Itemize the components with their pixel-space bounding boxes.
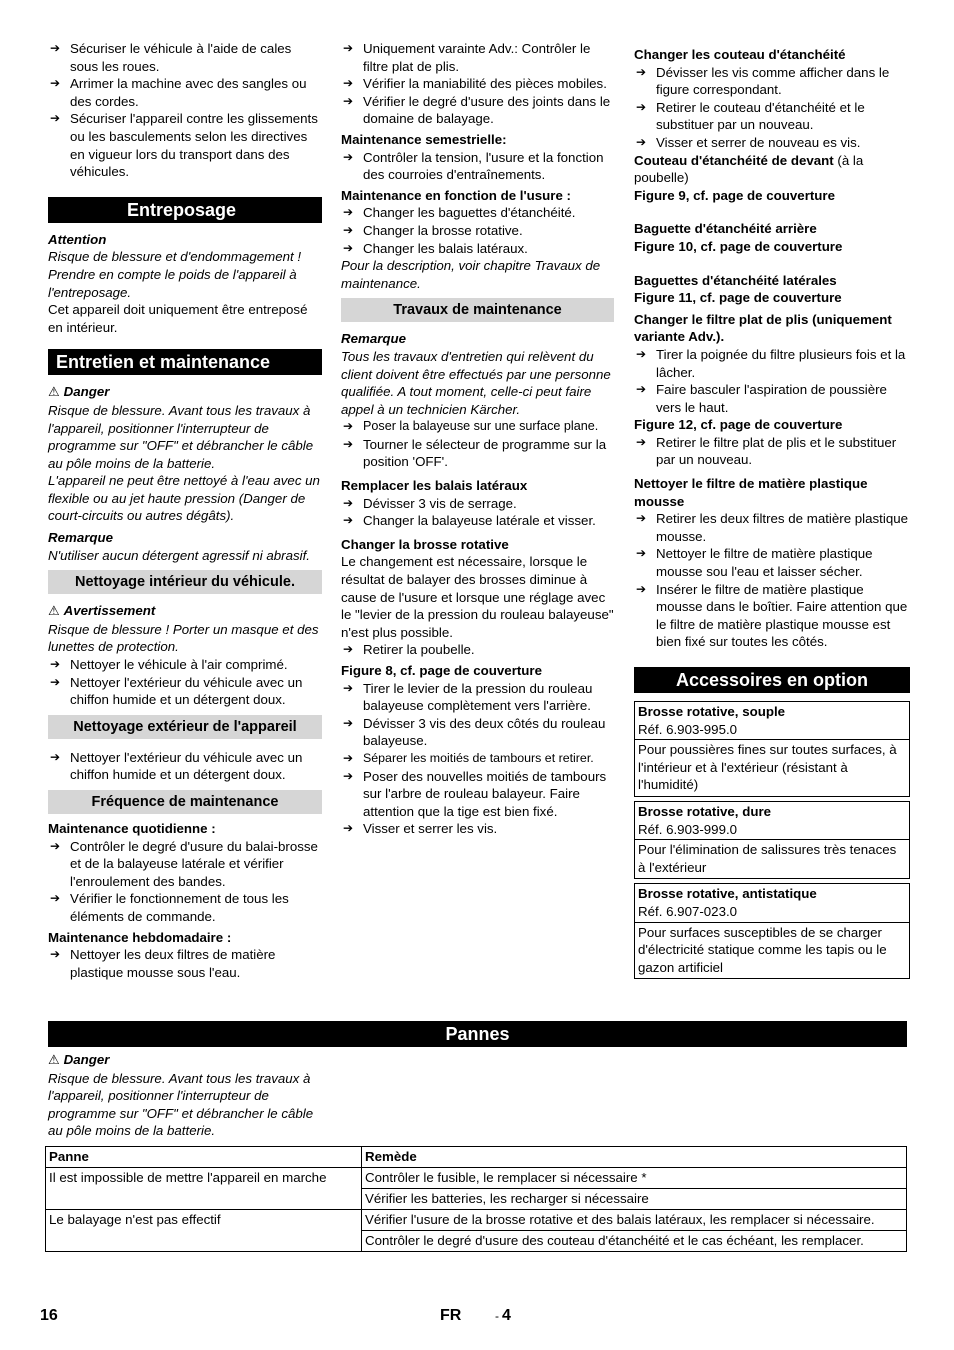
avertissement-label: ⚠ Avertissement [48,603,156,620]
table-row [46,1209,907,1230]
remarque-label: Remarque [341,331,407,347]
bullet: ➔ Poser des nouvelles moitiés de tambours sur l'arbre de rouleau balayeur. Faire attention que la tige est bien fixé. [341,768,614,821]
bullet: ➔ Tirer le levier de la pression du rouleau balayeuse complètement vers l'arrière. [341,680,614,715]
bullet: ➔ Tirer la poignée du filtre plusieurs fois et la lâcher. [634,346,910,381]
subheading: Maintenance semestrielle: [341,131,507,147]
subheading: Maintenance en fonction de l'usure : [341,187,571,203]
table-cell: Le balayage n'est pas effectif [46,1209,362,1251]
table-cell: Contrôler le fusible, le remplacer si nécessaire * [362,1167,907,1188]
bullet: ➔ Séparer les moitiés de tambours et retirer. [341,750,614,768]
column-2 [341,40,614,838]
bullet: ➔ Dévisser les vis comme afficher dans le figure correspondant. [634,64,910,99]
subheading: Nettoyer le filtre de matière plastique mousse [634,476,868,509]
heading-accessoires: Accessoires en option [634,667,910,693]
subheading: Changer les couteau d'étanchéité [634,47,846,62]
figure-ref: Figure 9, cf. page de couverture [634,187,835,203]
bullet: ➔ Changer la brosse rotative. [341,222,614,240]
bullet: ➔ Contrôler la tension, l'usure et la fonction des courroies d'entraînements. [341,149,614,184]
column-1 [48,40,322,981]
bullet: ➔ Arrimer la machine avec des sangles ou des cordes. [48,75,322,110]
page-number: 16 [40,1307,58,1324]
attention-text: Risque de blessure et d'endommagement ! Prendre en compte le poids de l'appareil à l'entreposage. [48,249,302,300]
avertissement-text: Risque de blessure ! Porter un masque et des lunettes de protection. [48,621,319,655]
subheading: Baguette d'étanchéité arrière [634,221,817,237]
subheading: Changer le filtre plat de plis (uniquement variante Adv.). [634,311,892,345]
danger-text: Risque de blessure. Avant tous les travaux à l'appareil, positionner l'interrupteur de programme sur "OFF" et débrancher le câble au pôle moins de la batterie. [48,402,314,471]
warning-icon: ⚠ [48,604,60,620]
bullet: ➔ Contrôler le degré d'usure du balai-brosse et de la balayeuse latérale et vérifier l'enroulement des bandes. [48,838,322,891]
warning-icon: ⚠ [48,1053,60,1068]
bullet: ➔ Nettoyer le filtre de matière plastique mousse sou l'eau et laisser sécher. [634,545,910,580]
bullet: ➔ Insérer le filtre de matière plastique mousse dans le boîtier. Faire attention que le filtre de matière plastique mousse est bien fixé sur toutes les côtés. [634,581,910,651]
danger-label: ⚠ Danger [48,384,110,401]
body-text: Cet appareil doit uniquement être entreposé en intérieur. [48,302,308,335]
attention-label: Attention [48,231,107,247]
bullet: ➔ Retirer le couteau d'étanchéité et le substituer par un nouveau. [634,99,910,134]
subheading: Baguettes d'étanchéité latérales [634,272,837,288]
bullet: ➔ Nettoyer les deux filtres de matière plastique mousse sous l'eau. [48,946,322,981]
heading-travaux: Travaux de maintenance [341,298,614,322]
remarque-text: N'utiliser aucun détergent agressif ni abrasif. [48,547,310,563]
accessory-item: Brosse rotative, souple Réf. 6.903-995.0 Pour poussières fines sur toutes surfaces, à l'intérieur et à l'extérieur (résistant à l'humidité) [634,701,910,797]
heading-entreposage: Entreposage [48,197,322,223]
column-3 [634,46,910,979]
danger-text: L'appareil ne peut être nettoyé à l'eau avec un flexible ou au jet haute pression (Danger de court-circuits ou autres dégâts). [48,473,320,524]
warning-icon: ⚠ [48,385,60,401]
bullet: ➔ Changer les balais latéraux. [341,240,614,258]
remarque-label: Remarque [48,530,114,546]
bullet: ➔ Nettoyer le véhicule à l'air comprimé. [48,656,322,674]
heading-pannes: Pannes [48,1021,907,1047]
pannes-table [45,1146,907,1252]
table-cell: Vérifier les batteries, les recharger si nécessaire [362,1188,907,1209]
table-header-row [46,1146,907,1167]
bullet: ➔ Nettoyer l'extérieur du véhicule avec un chiffon humide et un détergent doux. [48,749,322,784]
bullet: ➔ Changer la balayeuse latérale et visser. [341,512,614,530]
bullet: ➔ Tourner le sélecteur de programme sur la position 'OFF'. [341,436,614,471]
heading-frequence: Fréquence de maintenance [48,790,322,814]
figure-ref: Figure 8, cf. page de couverture [341,663,542,678]
body-text: Le changement est nécessaire, lorsque le résultat de balayer des brosses diminue à cause de l'usure et lorsque une réglage avec le "levier de la pression du rouleau balayeuse" n'est plus possible. [341,554,614,640]
couteau-devant: Couteau d'étanchéité de devant (à la poubelle) [634,152,864,186]
table-cell: Contrôler le degré d'usure des couteau d'étanchéité et le cas échéant, les remplacer. [362,1230,907,1251]
bullet: ➔ Visser et serrer les vis. [341,820,614,838]
bullet: ➔ Nettoyer l'extérieur du véhicule avec un chiffon humide et un détergent doux. [48,674,322,709]
note-text: Pour la description, voir chapitre Travaux de maintenance. [341,258,601,291]
bullet: ➔ Vérifier le fonctionnement de tous les éléments de commande. [48,890,322,925]
subheading: Changer la brosse rotative [341,536,509,552]
subheading: Maintenance quotidienne : [48,821,216,836]
language-code: FR [440,1307,462,1324]
table-row [46,1167,907,1188]
bullet: ➔ Visser et serrer de nouveau es vis. [634,134,910,152]
column-header: Remède [362,1146,907,1167]
bullet: ➔ Retirer le filtre plat de plis et le substituer par un nouveau. [634,434,910,469]
bullet: ➔ Vérifier le degré d'usure des joints dans le domaine de balayage. [341,93,614,128]
figure-ref: Figure 11, cf. page de couverture [634,290,842,306]
bullet: ➔ Changer les baguettes d'étanchéité. [341,204,614,222]
accessory-item: Brosse rotative, antistatique Réf. 6.907-023.0 Pour surfaces susceptibles de se charger d'électricité statique comme les tapis ou le gazon artificiel [634,883,910,979]
figure-ref: Figure 12, cf. page de couverture [634,417,843,433]
column-header: Panne [46,1146,362,1167]
bullet: ➔ Sécuriser l'appareil contre les glissements ou les basculements selon les directives en vigueur lors du transport dans des véhicules. [48,110,322,180]
bullet: ➔ Dévisser 3 vis de serrage. [341,495,614,513]
sub-page-number: - 4 [495,1307,511,1324]
subheading: Remplacer les balais latéraux [341,478,528,494]
subheading: Maintenance hebdomadaire : [48,929,232,945]
heading-interieur: Nettoyage intérieur du véhicule. [48,570,322,594]
danger-label: ⚠ Danger [48,1052,110,1068]
bullet: ➔ Faire basculer l'aspiration de poussière vers le haut. [634,381,910,416]
remarque-text: Tous les travaux d'entretien qui relèvent du client doivent être effectués par une personne qualifiée. A tout moment, celle-ci peut faire appel à un technicien Kärcher. [341,348,611,417]
table-cell: Il est impossible de mettre l'appareil en marche [46,1167,362,1209]
figure-ref: Figure 10, cf. page de couverture [634,238,843,254]
bullet: ➔ Sécuriser le véhicule à l'aide de cales sous les roues. [48,40,322,75]
bullet: ➔ Vérifier la maniabilité des pièces mobiles. [341,75,614,93]
heading-exterieur: Nettoyage extérieur de l'appareil [48,715,322,739]
accessory-item: Brosse rotative, dure Réf. 6.903-999.0 Pour l'élimination de salissures très tenaces à l'extérieur [634,801,910,879]
bullet: ➔ Retirer la poubelle. [341,641,614,659]
bullet: ➔ Dévisser 3 vis des deux côtés du rouleau balayeuse. [341,715,614,750]
table-cell: Vérifier l'usure de la brosse rotative et des balais latéraux, les remplacer si nécessaire. [362,1209,907,1230]
pannes-section [48,1021,907,1252]
bullet: ➔ Retirer les deux filtres de matière plastique mousse. [634,510,910,545]
bullet: ➔ Uniquement varainte Adv.: Contrôler le filtre plat de plis. [341,40,614,75]
bullet: ➔ Poser la balayeuse sur une surface plane. [341,418,614,436]
danger-text: Risque de blessure. Avant tous les travaux à l'appareil, positionner l'interrupteur de programme sur "OFF" et débrancher le câble au pôle moins de la batterie. [48,1070,314,1139]
heading-entretien: Entretien et maintenance [48,349,322,375]
